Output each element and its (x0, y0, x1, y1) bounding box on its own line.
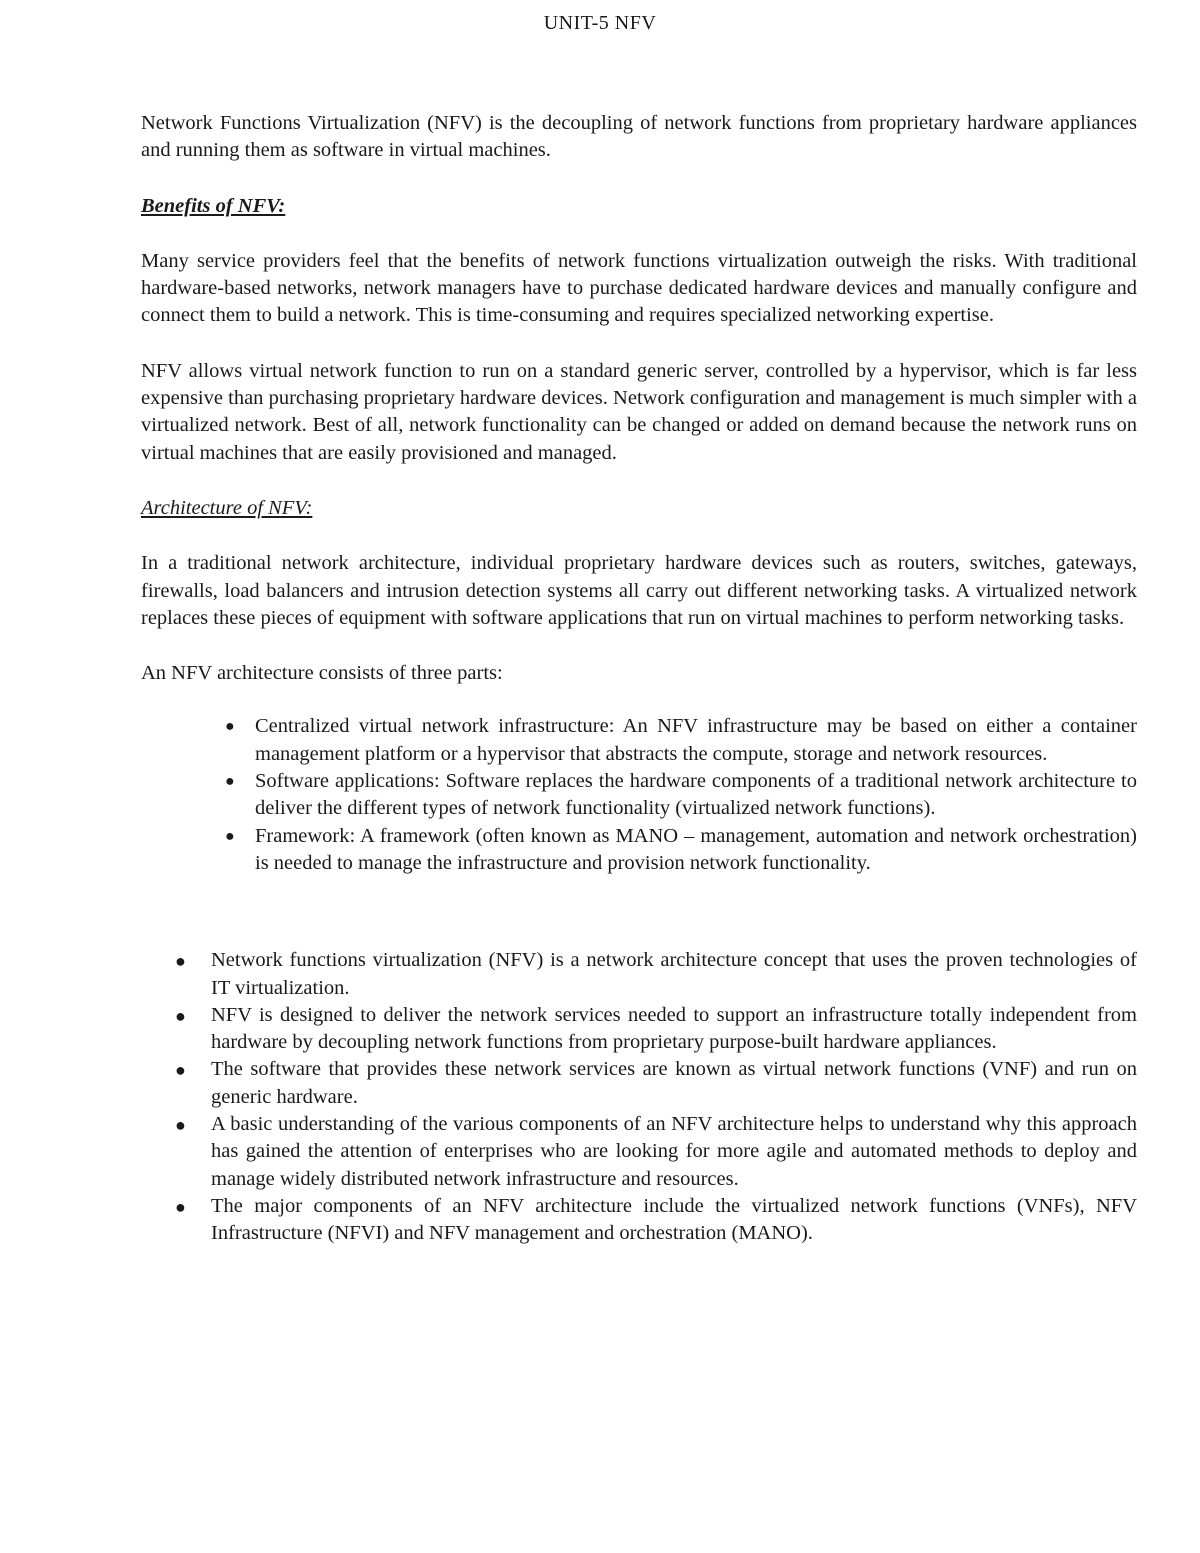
list-item-text: Framework: A framework (often known as MANO – management, automation and network orchestration) is needed to manage the infrastructure and provision network functionality. (255, 824, 1137, 874)
page-header-title: UNIT-5 NFV (543, 12, 657, 34)
list-item-text: Centralized virtual network infrastructure: An NFV infrastructure may be based on either a container management platform or a hypervisor that abstracts the compute, storage and network resources. (255, 715, 1137, 765)
list-item (175, 1056, 1137, 1111)
bullet-icon: ● (175, 1005, 186, 1026)
list-item (225, 823, 1137, 878)
benefits-heading: Benefits of NFV: (141, 194, 286, 217)
bullet-icon: ● (225, 827, 235, 845)
bullet-icon: ● (175, 1060, 186, 1081)
list-item (175, 947, 1137, 1002)
list-item-text: The major components of an NFV architecture include the virtualized network functions (VNFs), NFV Infrastructure (NFVI) and NFV management and orchestration (MANO). (211, 1194, 1137, 1245)
architecture-paragraph-2: An NFV architecture consists of three parts: (141, 662, 503, 685)
document-body (141, 110, 1137, 1248)
intro-paragraph: Network Functions Virtualization (NFV) is the decoupling of network functions from proprietary hardware appliances and running them as software in virtual machines. (141, 112, 1137, 162)
list-item-text: NFV is designed to deliver the network services needed to support an infrastructure totally independent from hardware by decoupling network functions from proprietary purpose-built hardware appliances. (211, 1003, 1137, 1054)
summary-points-list (175, 947, 1137, 1247)
architecture-paragraph-1: In a traditional network architecture, individual proprietary hardware devices such as routers, switches, gateways, firewalls, load balancers and intrusion detection systems all carry out different networking tasks. A virtualized network replaces these pieces of equipment with software applications that run on virtual machines to perform networking tasks. (141, 552, 1137, 629)
benefits-paragraph-1: Many service providers feel that the benefits of network functions virtualization outweigh the risks. With traditional hardware-based networks, network managers have to purchase dedicated hardware devices and manually configure and connect them to build a network. This is time-consuming and requires specialized networking expertise. (141, 249, 1137, 327)
architecture-heading: Architecture of NFV: (141, 496, 313, 519)
list-item-text: The software that provides these network services are known as virtual network functions (VNF) and run on generic hardware. (211, 1058, 1137, 1108)
list-item (175, 1193, 1137, 1248)
list-item (225, 713, 1137, 768)
list-item (175, 1111, 1137, 1193)
list-item (175, 1002, 1137, 1057)
benefits-paragraph-2: NFV allows virtual network function to run on a standard generic server, controlled by a hypervisor, which is far less expensive than purchasing proprietary hardware devices. Network configuration and management is much simpler with a virtualized network. Best of all, network functionality can be changed or added on demand because the network runs on virtual machines that are easily provisioned and managed. (141, 359, 1137, 464)
bullet-icon: ● (225, 718, 235, 736)
list-item-text: Software applications: Software replaces the hardware components of a traditional network architecture to deliver the different types of network functionality (virtualized network functions). (255, 770, 1137, 820)
list-item-text: Network functions virtualization (NFV) is a network architecture concept that uses the proven technologies of IT virtualization. (211, 949, 1137, 999)
bullet-icon: ● (175, 1115, 186, 1136)
bullet-icon: ● (175, 1196, 186, 1217)
architecture-parts-list (225, 713, 1137, 877)
bullet-icon: ● (225, 773, 235, 791)
list-item-text: A basic understanding of the various components of an NFV architecture helps to understand why this approach has gained the attention of enterprises who are looking for more agile and automated methods to deploy and manage widely distributed network infrastructure and resources. (211, 1113, 1137, 1190)
list-item (225, 768, 1137, 823)
bullet-icon: ● (175, 951, 186, 972)
